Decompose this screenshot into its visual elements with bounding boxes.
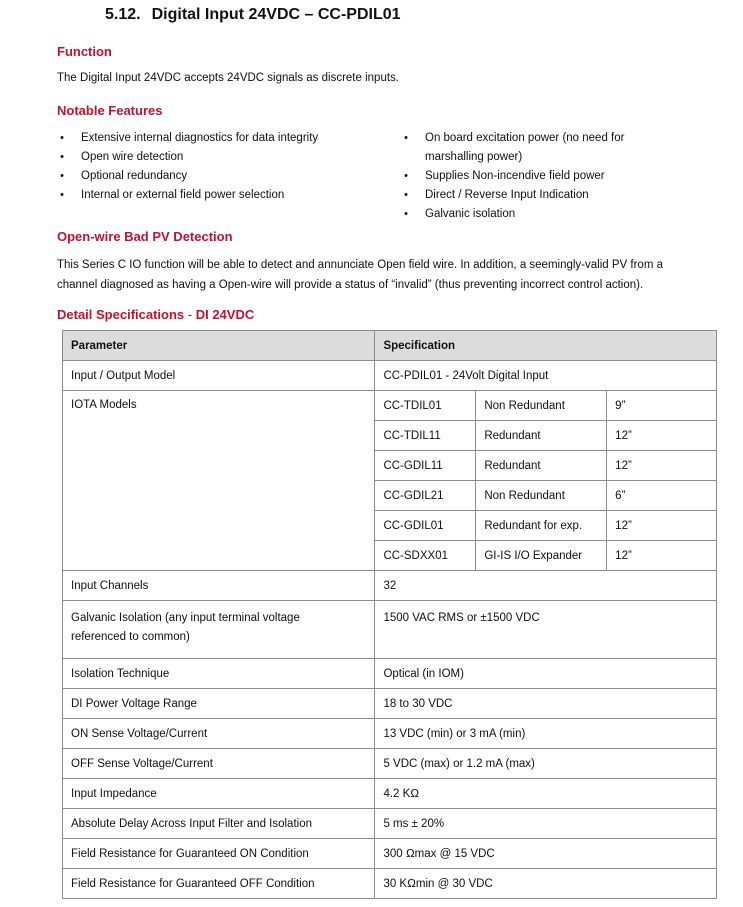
bullet-icon: • xyxy=(404,132,408,144)
list-item: • On board excitation power (no need for marshalling power) xyxy=(401,129,701,167)
table-header-row xyxy=(63,331,717,361)
table-row: OFF Sense Voltage/Current 5 VDC (max) or 1.2 mA (max) xyxy=(63,749,717,779)
table-row: Field Resistance for Guaranteed OFF Condition 30 KΩmin @ 30 VDC xyxy=(63,869,717,899)
function-text: The Digital Input 24VDC accepts 24VDC signals as discrete inputs. xyxy=(57,72,399,84)
function-heading: Function xyxy=(57,44,112,59)
column-header-parameter: Parameter xyxy=(63,331,375,361)
section-number: 5.12. xyxy=(105,6,141,23)
table-row: Field Resistance for Guaranteed ON Condition 300 Ωmax @ 15 VDC xyxy=(63,839,717,869)
section-title xyxy=(105,6,401,24)
list-item: • Direct / Reverse Input Indication xyxy=(401,186,701,205)
table-row: CC-SDXX01 GI-IS I/O Expander 12” xyxy=(63,541,717,571)
table-row: CC-GDIL01 Redundant for exp. 12” xyxy=(63,511,717,541)
spec-table xyxy=(62,330,717,899)
openwire-text: This Series C IO function will be able to detect and annunciate Open field wire. In addition, a seemingly-valid PV from a channel diagnosed as having a Open-wire will provide a status of “invalid” (thus preventing incorrect control action). xyxy=(57,259,663,291)
table-row: Input Channels 32 xyxy=(63,571,717,601)
features-list-left xyxy=(57,129,387,205)
column-header-specification: Specification xyxy=(375,331,717,361)
table-row: IOTA Models CC-TDIL01 Non Redundant 9” xyxy=(63,391,717,421)
section-title-text: Digital Input 24VDC – CC-PDIL01 xyxy=(151,6,401,23)
bullet-icon: • xyxy=(60,189,64,201)
bullet-icon: • xyxy=(404,170,408,182)
features-list-right xyxy=(401,129,701,224)
table-row: ON Sense Voltage/Current 13 VDC (min) or 3 mA (min) xyxy=(63,719,717,749)
iota-label: IOTA Models xyxy=(63,391,375,571)
bullet-icon: • xyxy=(404,208,408,220)
table-row: Input / Output Model CC-PDIL01 - 24Volt Digital Input xyxy=(63,361,717,391)
bullet-icon: • xyxy=(60,170,64,182)
table-row: DI Power Voltage Range 18 to 30 VDC xyxy=(63,689,717,719)
features-heading: Notable Features xyxy=(57,103,163,118)
bullet-icon: • xyxy=(60,151,64,163)
openwire-heading: Open-wire Bad PV Detection xyxy=(57,229,233,244)
list-item: • Internal or external field power selection xyxy=(57,186,387,205)
table-row: Input Impedance 4.2 KΩ xyxy=(63,779,717,809)
list-item: • Supplies Non-incendive field power xyxy=(401,167,701,186)
bullet-icon: • xyxy=(404,189,408,201)
table-row: CC-GDIL21 Non Redundant 6” xyxy=(63,481,717,511)
list-item: • Optional redundancy xyxy=(57,167,387,186)
list-item: • Galvanic isolation xyxy=(401,205,701,224)
table-row: Absolute Delay Across Input Filter and Isolation 5 ms ± 20% xyxy=(63,809,717,839)
bullet-icon: • xyxy=(60,132,64,144)
list-item: • Open wire detection xyxy=(57,148,387,167)
table-row: CC-TDIL11 Redundant 12” xyxy=(63,421,717,451)
table-row: Galvanic Isolation (any input terminal voltage referenced to common) 1500 VAC RMS or ±1500 VDC xyxy=(63,601,717,659)
list-item: • Extensive internal diagnostics for data integrity xyxy=(57,129,387,148)
table-row: Isolation Technique Optical (in IOM) xyxy=(63,659,717,689)
specs-heading: Detail Specifications - DI 24VDC xyxy=(57,307,255,322)
table-row: CC-GDIL11 Redundant 12” xyxy=(63,451,717,481)
